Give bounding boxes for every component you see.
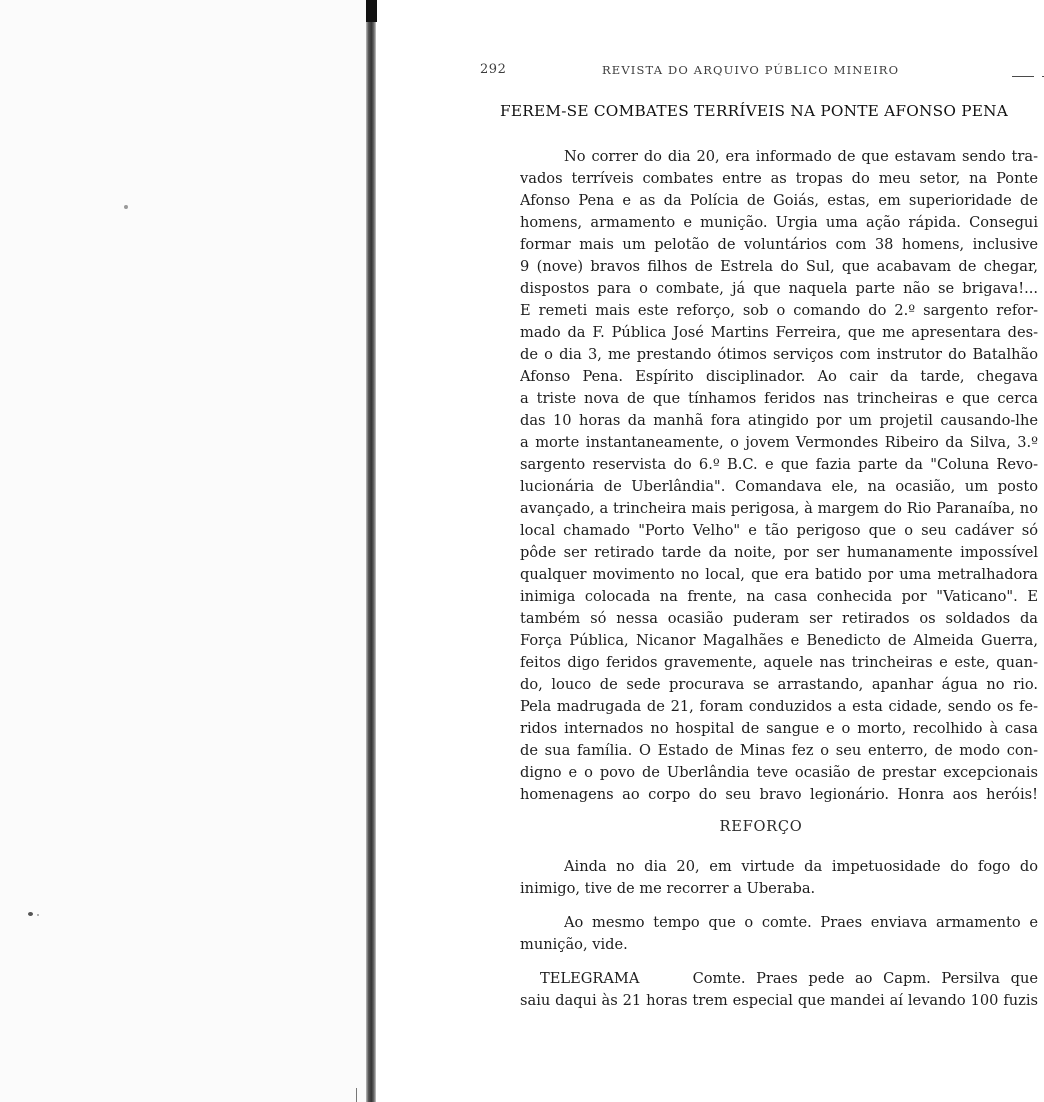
text-line: No correr do dia 20, era informado de que estavam sendo tra-: [564, 148, 1038, 165]
text-line: TELEGRAMA Comte. Praes pede ao Capm. Persilva que: [540, 970, 1038, 987]
text-line: pôde ser retirado tarde da noite, por ser humanamente impossível: [520, 544, 1038, 561]
text-line: munição, vide.: [520, 936, 628, 953]
blank-left-page: [0, 0, 366, 1102]
text-line: de sua família. O Estado de Minas fez o seu enterro, de modo con-: [520, 742, 1038, 759]
text-line: Força Pública, Nicanor Magalhães e Benedicto de Almeida Guerra,: [520, 632, 1038, 649]
text-line: sargento reservista do 6.º B.C. e que fazia parte da "Coluna Revo-: [520, 456, 1038, 473]
text-line: feitos digo feridos gravemente, aquele nas trincheiras e este, quan-: [520, 654, 1038, 671]
gutter-shadow: [366, 0, 377, 22]
text-line: E remeti mais este reforço, sob o comando do 2.º sargento refor-: [520, 302, 1038, 319]
text-line: homens, armamento e munição. Urgia uma ação rápida. Consegui: [520, 214, 1038, 231]
header-rule: [1012, 76, 1034, 77]
scan-speck: [28, 912, 33, 916]
text-line: homenagens ao corpo do seu bravo legionário. Honra aos heróis!: [520, 786, 1038, 803]
text-line: inimigo, tive de me recorrer a Uberaba.: [520, 880, 816, 897]
text-line: lucionária de Uberlândia". Comandava ele, na ocasião, um posto: [520, 478, 1038, 495]
text-line: a triste nova de que tínhamos feridos nas trincheiras e que cerca: [520, 390, 1038, 407]
gutter-mark: [356, 1088, 357, 1102]
text-line: formar mais um pelotão de voluntários com 38 homens, inclusive: [520, 236, 1038, 253]
scan-speck: [37, 914, 39, 916]
journal-title: REVISTA DO ARQUIVO PÚBLICO MINEIRO: [602, 63, 900, 77]
text-line: avançado, a trincheira mais perigosa, à margem do Rio Paranaíba, no: [520, 500, 1038, 517]
text-line: local chamado "Porto Velho" e tão perigoso que o seu cadáver só: [520, 522, 1038, 539]
scan-speck: [124, 205, 128, 209]
text-line: das 10 horas da manhã fora atingido por um projetil causando-lhe: [520, 412, 1038, 429]
text-line: a morte instantaneamente, o jovem Vermondes Ribeiro da Silva, 3.º: [520, 434, 1038, 451]
sub-heading: REFORÇO: [719, 818, 803, 835]
text-line: ridos internados no hospital de sangue e o morto, recolhido à casa: [520, 720, 1038, 737]
text-line: digno e o povo de Uberlândia teve ocasião de prestar excepcionais: [520, 764, 1038, 781]
text-line: dispostos para o combate, já que naquela parte não se brigava!...: [520, 280, 1038, 297]
text-line: qualquer movimento no local, que era batido por uma metralhadora: [520, 566, 1038, 583]
text-line: Afonso Pena. Espírito disciplinador. Ao cair da tarde, chegava: [520, 368, 1038, 385]
text-line: saiu daqui às 21 horas trem especial que mandei aí levando 100 fuzis: [520, 992, 1038, 1009]
text-line: mado da F. Pública José Martins Ferreira, que me apresentara des-: [520, 324, 1038, 341]
section-heading: FEREM-SE COMBATES TERRÍVEIS NA PONTE AFONSO PENA: [500, 102, 1009, 120]
page-number: 292: [480, 62, 507, 77]
text-line: Afonso Pena e as da Polícia de Goiás, estas, em superioridade de: [520, 192, 1038, 209]
text-line: Pela madrugada de 21, foram conduzidos a esta cidade, sendo os fe-: [520, 698, 1038, 715]
text-line: também só nessa ocasião puderam ser retirados os soldados da: [520, 610, 1038, 627]
text-line: 9 (nove) bravos filhos de Estrela do Sul, que acabavam de chegar,: [520, 258, 1038, 275]
book-gutter: [366, 0, 376, 1102]
text-line: vados terríveis combates entre as tropas do meu setor, na Ponte: [520, 170, 1038, 187]
text-line: de o dia 3, me prestando ótimos serviços com instrutor do Batalhão: [520, 346, 1038, 363]
text-line: Ainda no dia 20, em virtude da impetuosidade do fogo do: [564, 858, 1038, 875]
text-line: inimiga colocada na frente, na casa conhecida por "Vaticano". E: [520, 588, 1038, 605]
running-head: [480, 62, 1020, 78]
printed-page: [400, 0, 1044, 1102]
text-line: do, louco de sede procurava se arrastando, apanhar água no rio.: [520, 676, 1038, 693]
text-line: Ao mesmo tempo que o comte. Praes enviava armamento e: [564, 914, 1038, 931]
